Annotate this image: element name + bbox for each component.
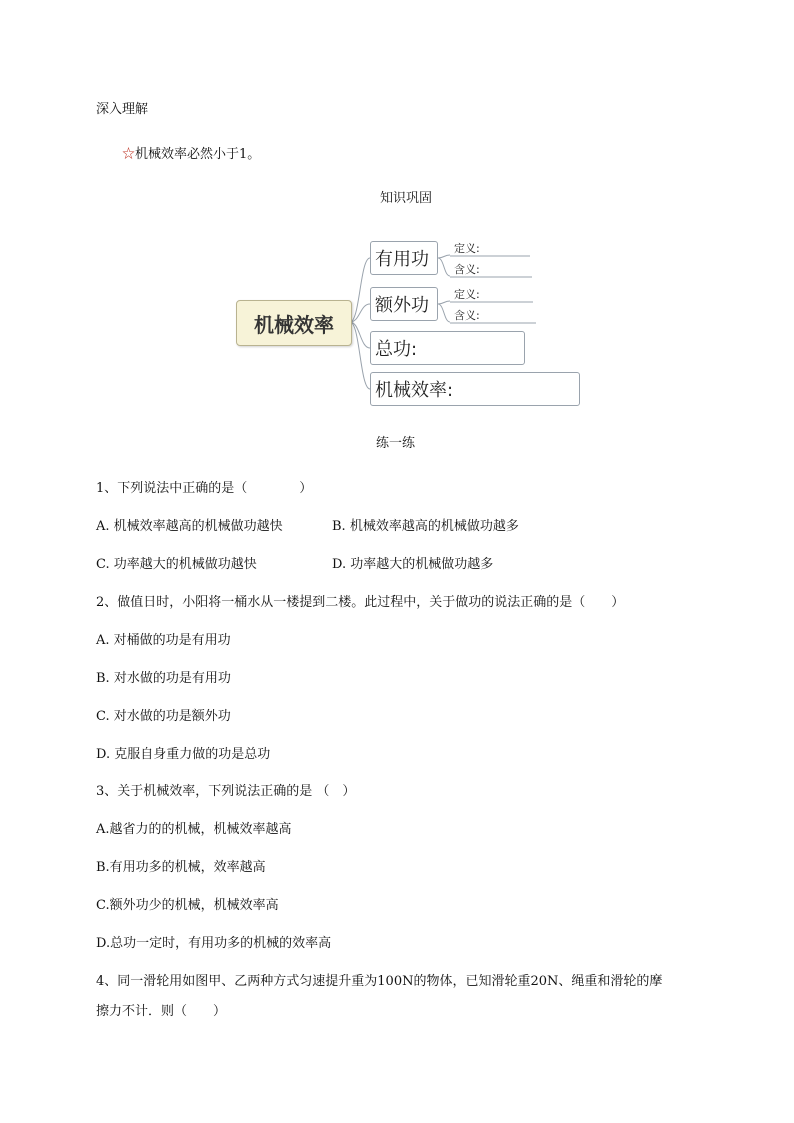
question-2-option-c: C. 对水做的功是额外功 — [96, 709, 231, 724]
question-1-option-b: B. 机械效率越高的机械做功越多 — [332, 519, 519, 534]
question-3-option-d: D.总功一定时，有用功多的机械的效率高 — [96, 936, 332, 951]
question-2-option-a: A. 对桶做的功是有用功 — [96, 633, 231, 648]
mind-map-node-efficiency: 机械效率: — [370, 372, 580, 406]
question-1-stem: 1、下列说法中正确的是（ ） — [96, 481, 313, 496]
question-1-option-d: D. 功率越大的机械做功越多 — [332, 557, 494, 572]
question-3-stem: 3、关于机械效率，下列说法正确的是 （ ） — [96, 784, 356, 799]
mind-map-node-useful-work: 有用功 — [370, 241, 438, 275]
section-heading-deep: 深入理解 — [96, 102, 149, 117]
question-4-stem-line-2: 擦力不计．则（ ） — [96, 1004, 227, 1019]
star-note-text: 机械效率必然小于1。 — [135, 147, 261, 162]
question-4-stem-line-1: 4、同一滑轮用如图甲、乙两种方式匀速提升重为100N的物体，已知滑轮重20N、绳重和滑轮的摩 — [96, 974, 663, 989]
question-1-option-c: C. 功率越大的机械做功越快 — [96, 557, 257, 572]
extra-work-definition-label: 定义: — [454, 288, 480, 301]
section-heading-practice: 练一练 — [376, 436, 416, 451]
question-3-option-a: A.越省力的的机械，机械效率越高 — [96, 822, 292, 837]
useful-work-meaning-label: 含义: — [454, 263, 480, 276]
useful-work-definition-label: 定义: — [454, 242, 480, 255]
mind-map-node-extra-work: 额外功 — [370, 287, 438, 321]
question-1-option-a: A. 机械效率越高的机械做功越快 — [96, 519, 283, 534]
question-3-option-c: C.额外功少的机械，机械效率高 — [96, 898, 279, 913]
question-2-stem: 2、做值日时，小阳将一桶水从一楼提到二楼。此过程中，关于做功的说法正确的是（ ） — [96, 595, 625, 610]
star-icon: ☆ — [122, 147, 136, 162]
question-3-option-b: B.有用功多的机械，效率越高 — [96, 860, 266, 875]
question-2-option-b: B. 对水做的功是有用功 — [96, 671, 231, 686]
mind-map-node-total-work: 总功: — [370, 331, 525, 365]
mind-map-root: 机械效率 — [236, 300, 352, 346]
question-2-option-d: D. 克服自身重力做的功是总功 — [96, 747, 271, 762]
extra-work-meaning-label: 含义: — [454, 309, 480, 322]
section-heading-review: 知识巩固 — [380, 191, 433, 206]
